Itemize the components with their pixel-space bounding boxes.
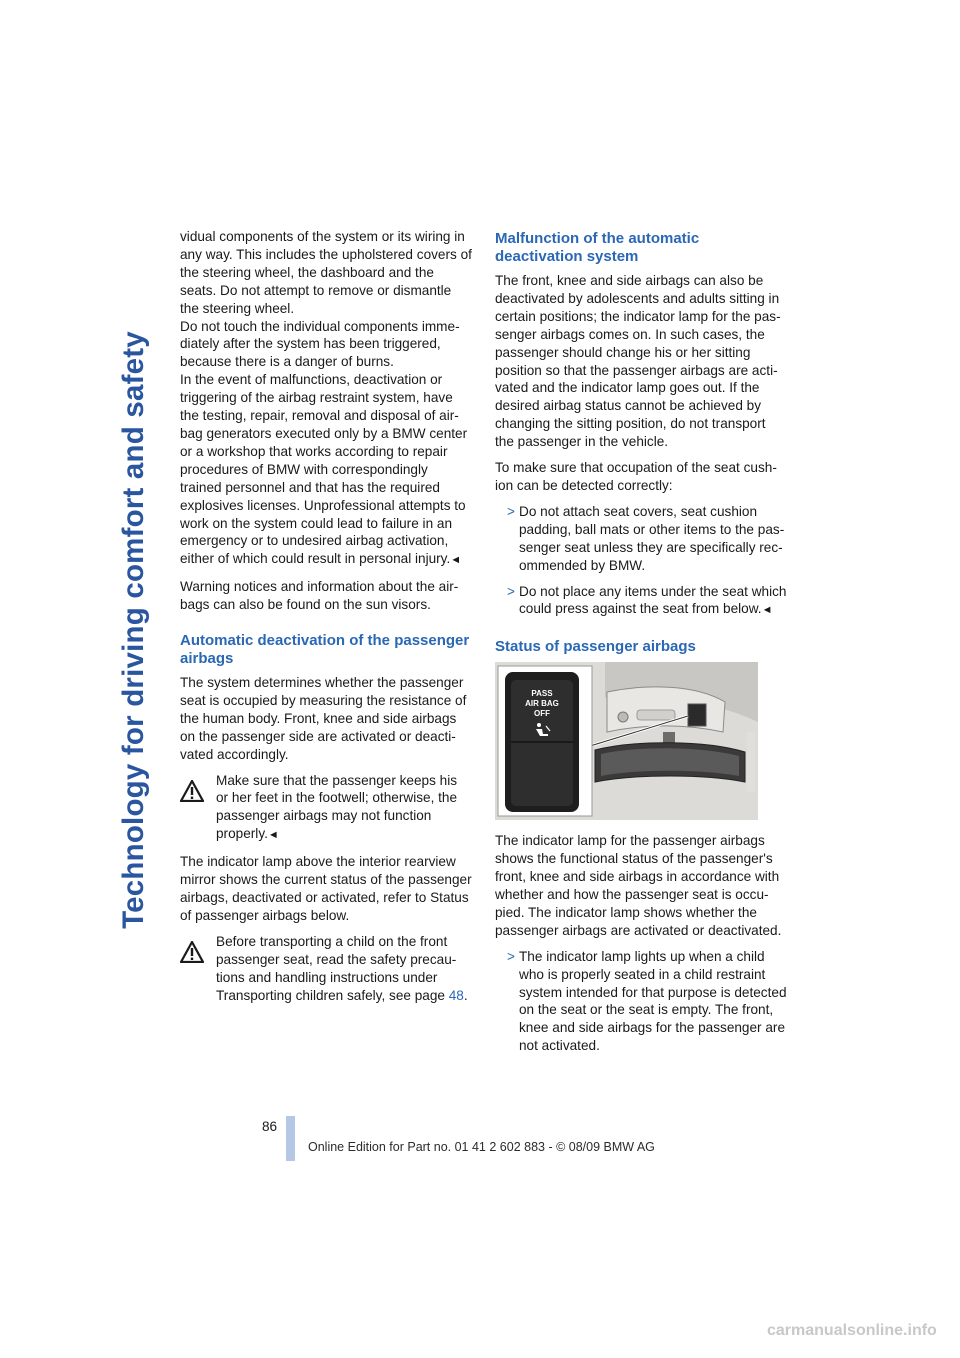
bullet-icon: >: [507, 583, 515, 599]
section-heading-automatic-deactivation: Automatic deactivation of the passenger airbags: [180, 632, 470, 668]
warning-note: Make sure that the passenger keeps his or her feet in the footwell; otherwise, the passenger airbags may not function properly.◄: [180, 772, 472, 846]
lamp-label-line2: AIR BAG: [525, 699, 559, 709]
chapter-side-title: [104, 230, 164, 1030]
lamp-label-line1: PASS: [531, 689, 553, 699]
indicator-lamp-figure: [495, 662, 758, 820]
chapter-side-title-text: Technology for driving comfort and safety: [117, 331, 150, 929]
warning-triangle-icon: [180, 941, 204, 963]
paragraph: The indicator lamp for the passenger airbags shows the functional status of the passenger's front, knee and side airbags in accordance with whether and how the passenger seat is occupied. The indicator lamp shows whether the passenger airbags are activated or deactivated.: [495, 833, 782, 938]
warning-note: Before transporting a child on the front passenger seat, read the safety precautions and handling instructions under Transporting children safely, see page 48.: [180, 933, 472, 1005]
rearview-mirror-illustration: [495, 662, 758, 820]
end-mark-icon: ◄: [761, 604, 773, 617]
paragraph: Do not touch the individual components immediately after the system has been triggered, because there is a danger of burns.: [180, 318, 460, 370]
bullet-item: > Do not place any items under the seat which could press against the seat from below.◄: [507, 583, 787, 617]
end-mark-icon: ◄: [267, 829, 279, 842]
warning-triangle-icon: [180, 780, 204, 802]
paragraph: The indicator lamp above the interior rearview mirror shows the current status of the passenger airbags, deactivated or activated, refer to Status of passenger airbags below.: [180, 854, 472, 923]
footer-edition-text: Online Edition for Part no. 01 41 2 602 883 - © 08/09 BMW AG: [308, 1140, 655, 1154]
lamp-label-line3: OFF: [534, 709, 550, 719]
section-heading-malfunction: Malfunction of the automatic deactivation system: [495, 230, 700, 265]
left-column: [180, 228, 472, 1012]
paragraph: In the event of malfunctions, deactivation or triggering of the airbag restraint system, have the testing, repair, removal and disposal of airbag generators executed only by a BMW center or a workshop that works according to repair procedures of BMW with correspondingly trained personnel and that has the required explosives licenses. Unprofessional attempts to work on the system could lead to failure in an emergency or to undesired airbag activation, either of which could result in personal injury.◄: [180, 372, 468, 567]
end-mark-icon: ◄: [450, 554, 462, 567]
paragraph: To make sure that occupation of the seat cushion can be detected correctly:: [495, 460, 777, 493]
section-heading-status: Status of passenger airbags: [495, 638, 696, 656]
bullet-item: > Do not attach seat covers, seat cushion padding, ball mats or other items to the passenger seat unless they are specifically recommended by BMW.: [507, 503, 785, 573]
paragraph: The system determines whether the passenger seat is occupied by measuring the resistance of the human body. Front, knee and side airbags on the passenger side are activated or deactivated accordingly.: [180, 675, 467, 762]
page-number: 86: [262, 1119, 278, 1134]
paragraph: vidual components of the system or its wiring in any way. This includes the upholstered covers of the steering wheel, the dashboard and the seats. Do not attempt to remove or dismantle the steering wheel.: [180, 229, 472, 316]
bullet-item: > The indicator lamp lights up when a child who is properly seated in a child restraint system intended for that purpose is detected on the seat or the seat is empty. The front, knee and side airbags for the passenger are not activated.: [507, 948, 787, 1054]
page-reference-link[interactable]: 48: [448, 987, 464, 1003]
paragraph: Warning notices and information about the airbags can also be found on the sun visors.: [180, 579, 459, 613]
paragraph: The front, knee and side airbags can also be deactivated by adolescents and adults sitting in certain positions; the indicator lamp for the passenger airbags comes on. In such cases, the passenger should change his or her sitting position so that the passenger airbags are activated and the indicator lamp goes out. If the desired airbag status cannot be achieved by changing the sitting position, do not transport the passenger in the vehicle.: [495, 273, 781, 450]
footer-accent-bar: [286, 1116, 295, 1161]
site-watermark: carmanualsonline.info: [767, 1322, 937, 1339]
right-column: [495, 228, 787, 1063]
bullet-icon: >: [507, 948, 515, 964]
bullet-icon: >: [507, 503, 515, 519]
